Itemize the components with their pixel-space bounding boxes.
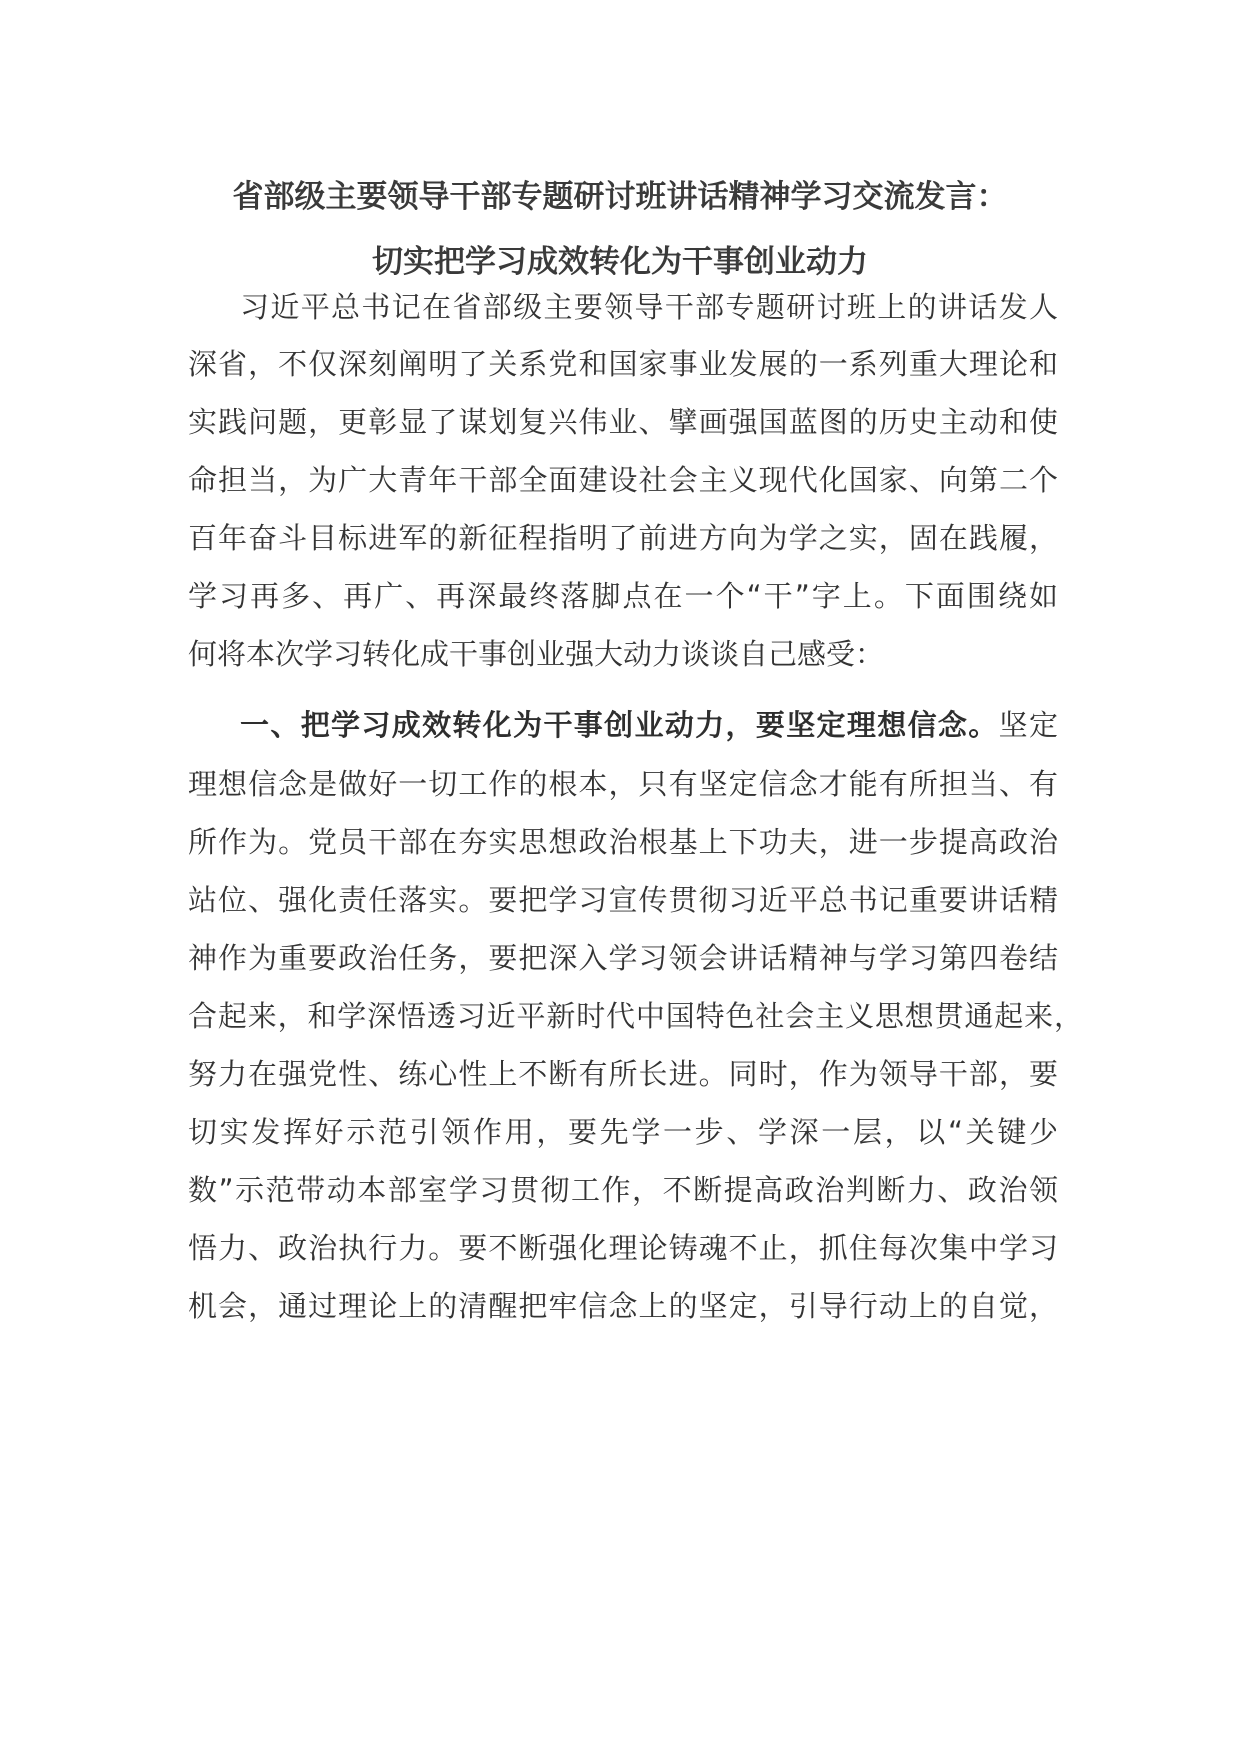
section-1-heading: 一、把学习成效转化为干事创业动力，要坚定理想信念。 [240, 708, 999, 742]
paragraph-1-line-7: 何将本次学习转化成干事创业强大动力谈谈自己感受： [188, 637, 885, 671]
section-1-first-line [240, 705, 1058, 745]
paragraph-1-line-3: 实践问题，更彰显了谋划复兴伟业、擘画强国蓝图的历史主动和使 [188, 405, 1058, 439]
paragraph-1-line-6: 学习再多、再广、再深最终落脚点在一个“干”字上。下面围绕如 [188, 579, 1058, 613]
paragraph-1-line-1: 习近平总书记在省部级主要领导干部专题研讨班上的讲话发人 [240, 290, 1058, 324]
paragraph-1-line-4: 命担当，为广大青年干部全面建设社会主义现代化国家、向第二个 [188, 463, 1058, 497]
paragraph-2-line-4: 神作为重要政治任务，要把深入学习领会讲话精神与学习第四卷结 [188, 941, 1058, 975]
paragraph-2-line-2: 所作为。党员干部在夯实思想政治根基上下功夫，进一步提高政治 [188, 825, 1058, 859]
paragraph-2-line-9: 悟力、政治执行力。要不断强化理论铸魂不止，抓住每次集中学习 [188, 1231, 1058, 1265]
section-1-first-line-tail: 坚定 [998, 708, 1058, 742]
paragraph-2-line-10: 机会，通过理论上的清醒把牢信念上的坚定，引导行动上的自觉， [188, 1289, 1058, 1323]
paragraph-2-line-5: 合起来，和学深悟透习近平新时代中国特色社会主义思想贯通起来， [188, 999, 1083, 1033]
document-title-line-1: 省部级主要领导干部专题研讨班讲话精神学习交流发言： [232, 179, 1008, 215]
paragraph-2-line-7: 切实发挥好示范引领作用，要先学一步、学深一层，以“关键少 [188, 1115, 1058, 1149]
paragraph-2-line-6: 努力在强党性、练心性上不断有所长进。同时，作为领导干部，要 [188, 1057, 1058, 1091]
paragraph-2-line-1: 理想信念是做好一切工作的根本，只有坚定信念才能有所担当、有 [188, 767, 1058, 801]
paragraph-1-line-5: 百年奋斗目标进军的新征程指明了前进方向为学之实，固在践履， [188, 521, 1058, 555]
paragraph-1-line-2: 深省，不仅深刻阐明了关系党和国家事业发展的一系列重大理论和 [188, 347, 1058, 381]
paragraph-2-line-8: 数”示范带动本部室学习贯彻工作，不断提高政治判断力、政治领 [188, 1173, 1058, 1207]
document-title-line-2: 切实把学习成效转化为干事创业动力 [372, 244, 868, 280]
paragraph-2-line-3: 站位、强化责任落实。要把学习宣传贯彻习近平总书记重要讲话精 [188, 883, 1058, 917]
